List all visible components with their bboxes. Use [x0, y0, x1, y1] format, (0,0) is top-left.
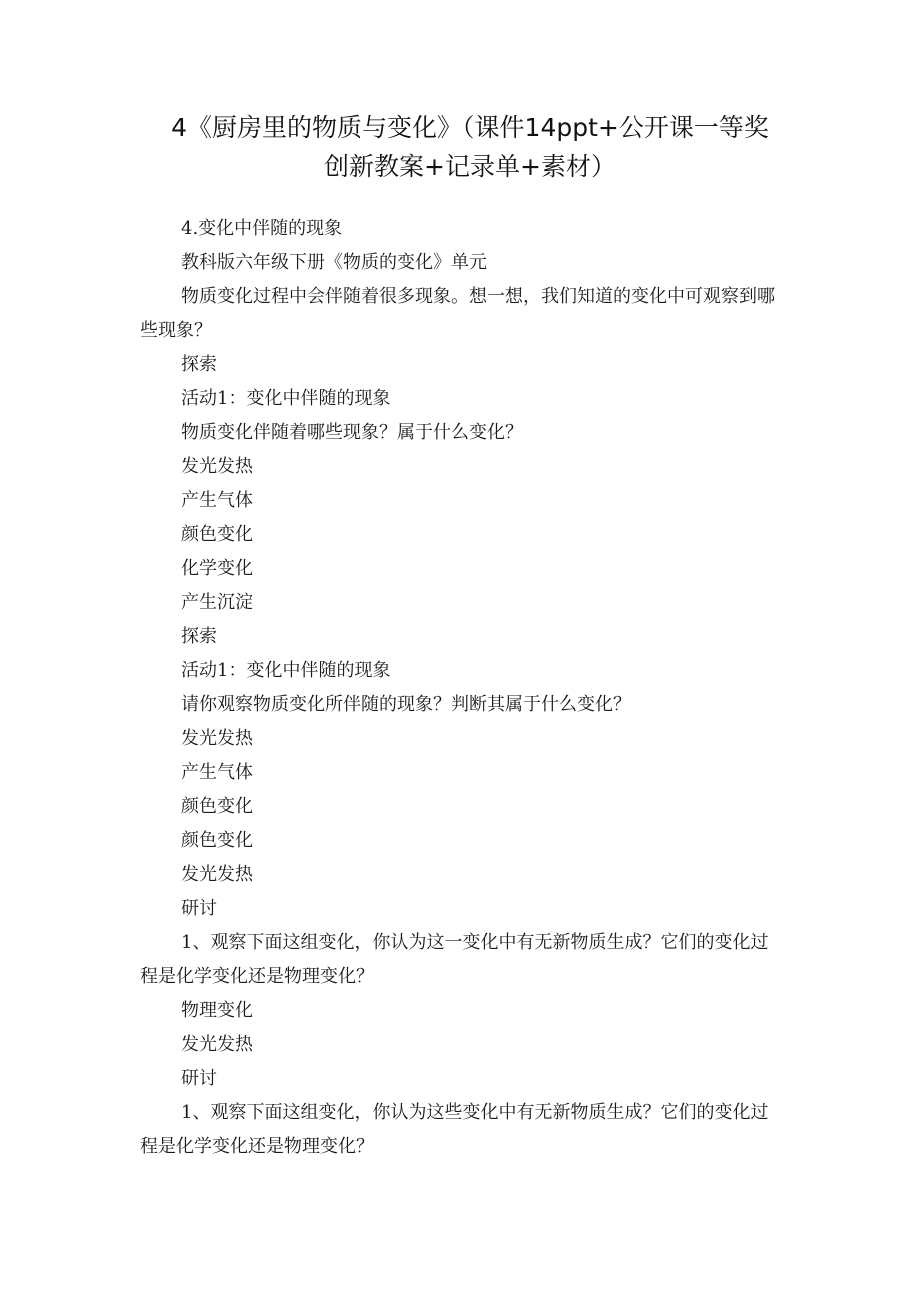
discussion-question: 1、观察下面这组变化，你认为这一变化中有无新物质生成？它们的变化过程是化学变化还是物理变化？ [140, 932, 769, 987]
paragraph-discuss: 研讨 [181, 1068, 217, 1089]
section-heading: 4.变化中伴随的现象 [181, 218, 343, 239]
paragraph-activity: 活动1：变化中伴随的现象 [181, 660, 391, 681]
paragraph-discuss: 研讨 [181, 898, 217, 919]
paragraph-question: 请你观察物质变化所伴随的现象？判断其属于什么变化？ [181, 694, 631, 715]
paragraph-activity: 活动1：变化中伴随的现象 [181, 388, 391, 409]
paragraph-item: 产生气体 [181, 762, 253, 783]
title-line-1: 4《厨房里的物质与变化》（课件14ppt+公开课一等奖 [171, 113, 769, 142]
paragraph-item: 发光发热 [181, 456, 253, 477]
paragraph-item: 物理变化 [181, 1000, 253, 1021]
paragraph-item: 产生气体 [181, 490, 253, 511]
title-line-2: 创新教案+记录单+素材） [324, 152, 616, 181]
paragraph-explore: 探索 [181, 354, 217, 375]
paragraph-explore: 探索 [181, 626, 217, 647]
paragraph-item: 颜色变化 [181, 830, 253, 851]
intro-paragraph: 物质变化过程中会伴随着很多现象。想一想，我们知道的变化中可观察到哪些现象？ [140, 286, 775, 341]
paragraph-item: 颜色变化 [181, 524, 253, 545]
unit-info: 教科版六年级下册《物质的变化》单元 [181, 252, 487, 273]
paragraph-item: 产生沉淀 [181, 592, 253, 613]
paragraph-item: 发光发热 [181, 864, 253, 885]
document-body [140, 212, 780, 1164]
discussion-question: 1、观察下面这组变化，你认为这些变化中有无新物质生成？它们的变化过程是化学变化还是物理变化？ [140, 1102, 769, 1157]
document-title [140, 108, 800, 186]
paragraph-item: 颜色变化 [181, 796, 253, 817]
paragraph-item: 发光发热 [181, 728, 253, 749]
paragraph-item: 化学变化 [181, 558, 253, 579]
paragraph-question: 物质变化伴随着哪些现象？属于什么变化？ [181, 422, 523, 443]
paragraph-item: 发光发热 [181, 1034, 253, 1055]
